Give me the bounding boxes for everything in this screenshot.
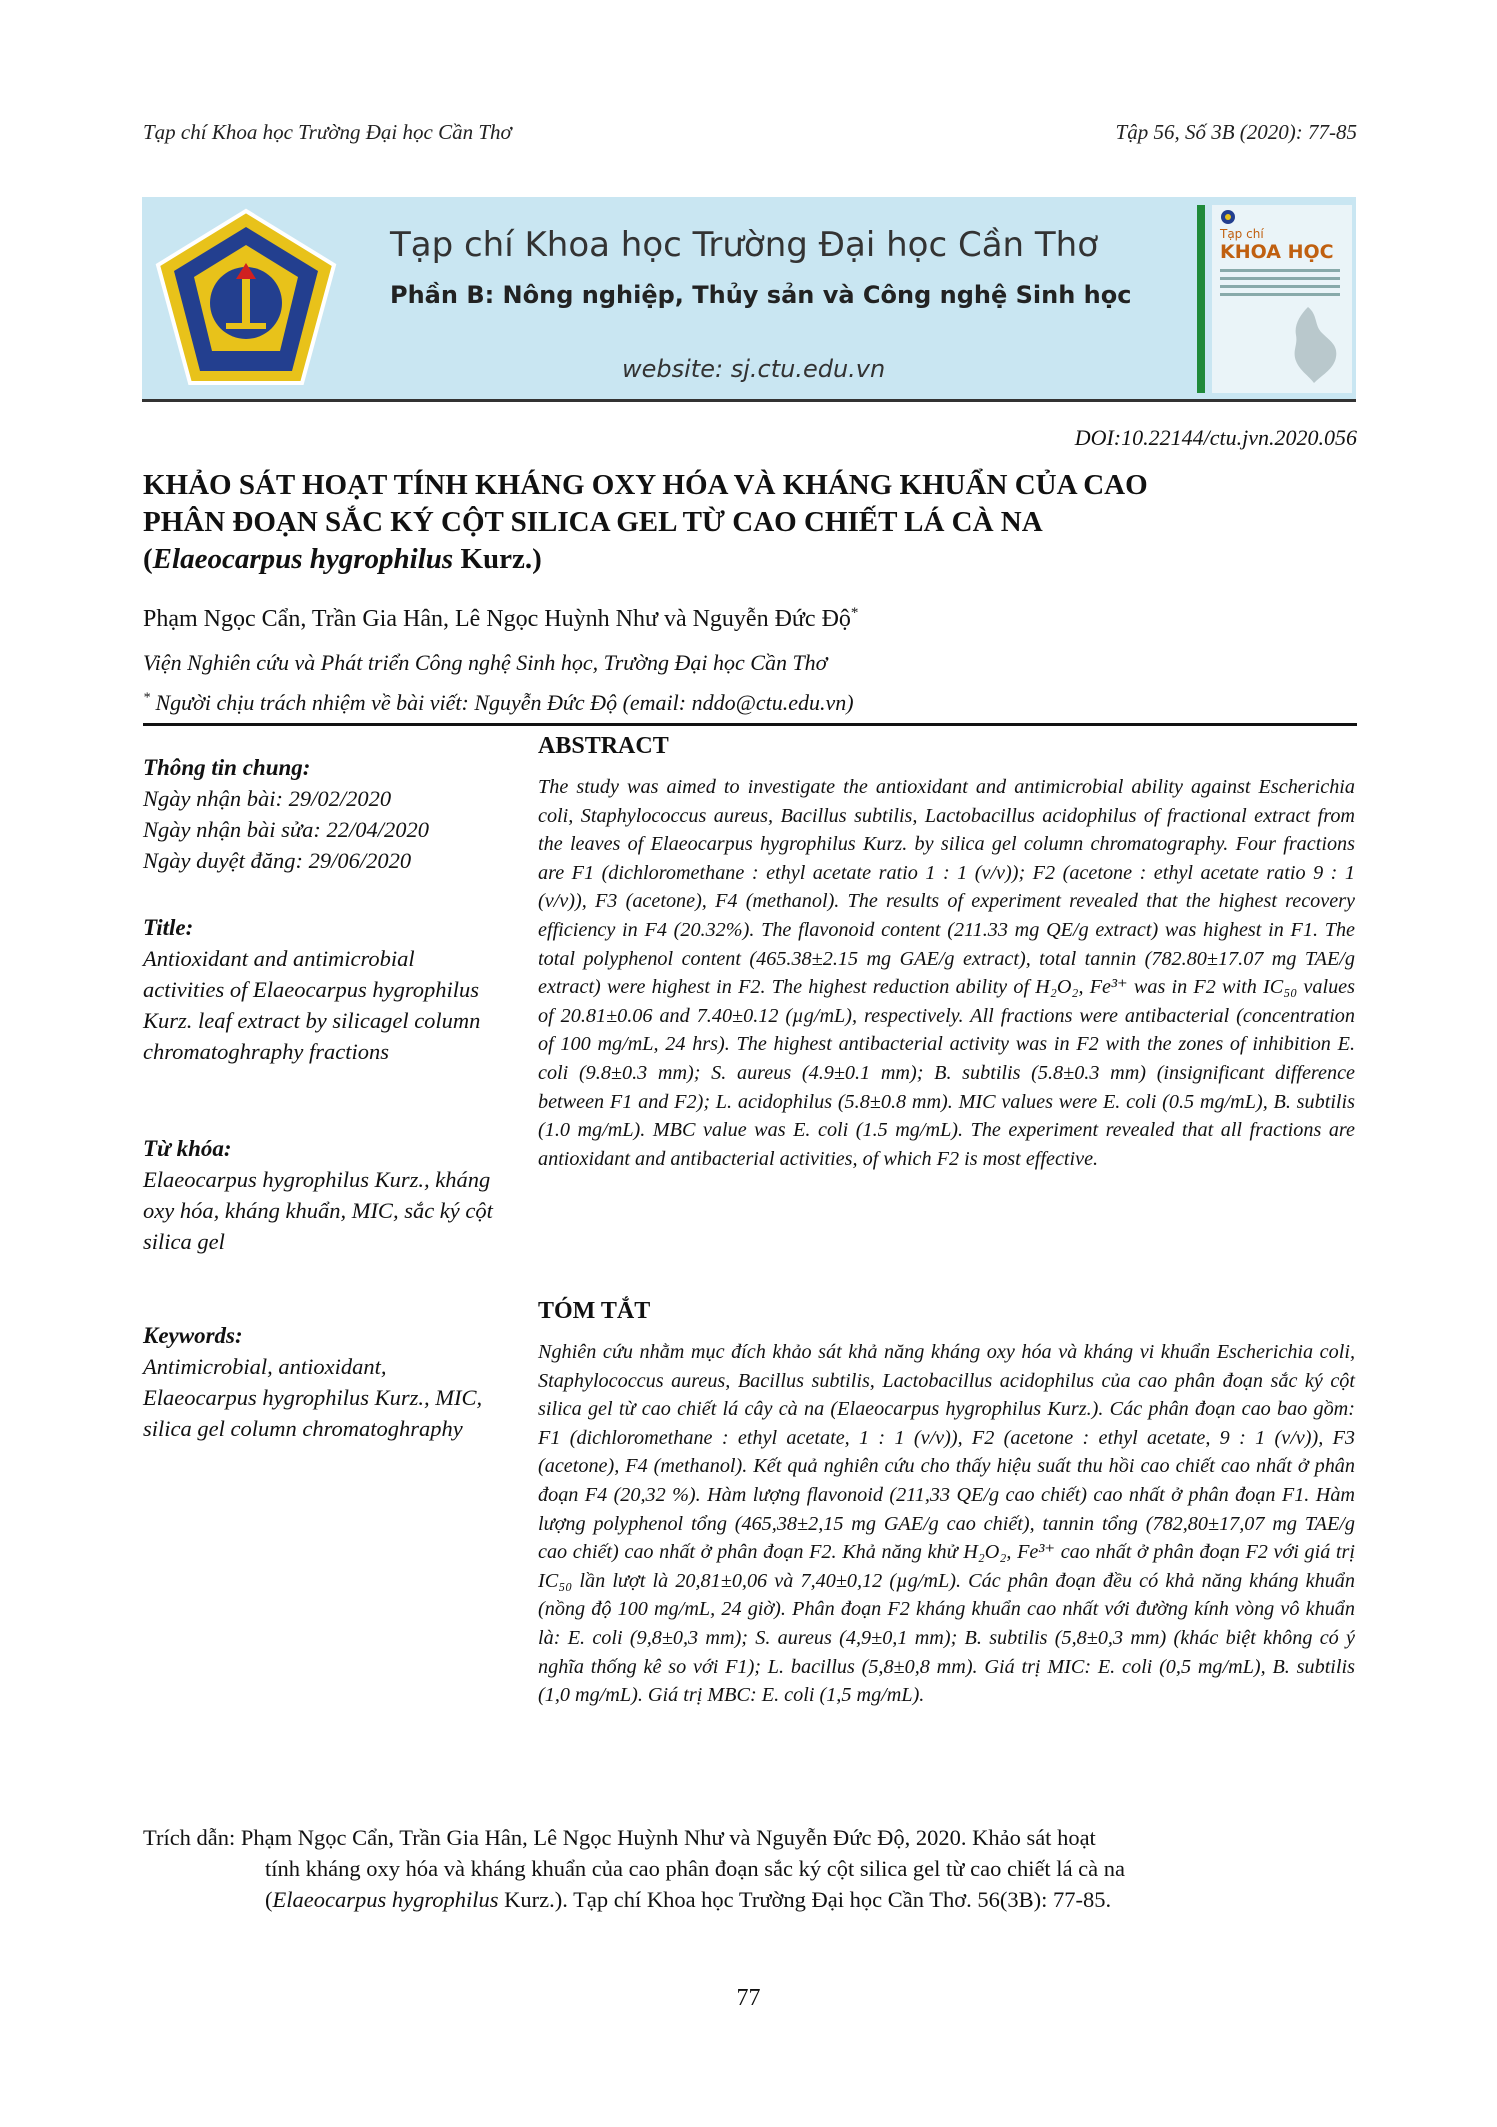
title-line-1: KHẢO SÁT HOẠT TÍNH KHÁNG OXY HÓA VÀ KHÁNG KHUẨN CỦA CAO — [143, 469, 1148, 501]
info-heading: Thông tin chung: — [143, 755, 311, 780]
page-number: 77 — [736, 1985, 761, 2011]
tomtat-heading: TÓM TẮT — [538, 1298, 651, 1324]
english-title: Antioxidant and antimicrobial activities of Elaeocarpus hygrophilus Kurz. leaf extract by silicagel column chromatoghraphy fractions — [143, 946, 481, 1064]
journal-banner — [142, 197, 1356, 402]
english-title-block — [143, 912, 498, 1067]
article-info — [143, 752, 498, 876]
map-outline-icon — [1278, 305, 1348, 385]
citation-species: Elaeocarpus hygrophilus — [272, 1887, 499, 1912]
citation-text-a: Phạm Ngọc Cẩn, Trần Gia Hân, Lê Ngọc Huỳnh Như và Nguyễn Đức Độ, 2020. Khảo sát hoạt — [240, 1825, 1096, 1850]
accepted-date: Ngày duyệt đăng: 29/06/2020 — [143, 848, 412, 873]
abstract-text: The study was aimed to investigate the antioxidant and antimicrobial ability against Escherichia coli, Staphylococcus aureus, Bacillus subtilis, Lactobacillus acidophilus of fractional extract from the leaves of Elaeocarpus hygrophilus Kurz. by silica gel column chromatography. Four fractions are F1 (dichloromethane : ethyl acetate ratio 1 : 1 (v/v)); F2 (acetone : ethyl acetate ratio 9 : 1 (v/v)), F3 (acetone), F4 (methanol). The results of experiment revealed that the highest recovery efficiency in F4 (20.32%). The flavonoid content (211.33 mg QE/g extract) was highest in F1. The total polyphenol content (465.38±2.15 mg GAE/g extract), total tannin (782.80±17.07 mg TAE/g extract) were highest in F2. The highest reduction ability of H₂O₂, Fe³⁺ was in F2 with IC₅₀ values of 20.81±0.06 and 7.40±0.12 (µg/mL), respectively. All fractions were antibacterial (concentration of 100 mg/mL, 24 hrs). The highest antibacterial activity was in F2 with the zones of inhibition E. coli (9.8±0.3 mm); S. aureus (4.9±0.1 mm); B. subtilis (5.8±0.3 mm) (insignificant difference between F1 and F2); L. acidophilus (5.8±0.8 mm). MIC values were E. coli (0.5 mg/mL), B. subtilis (1.0 mg/mL). MBC value was E. coli (1.5 mg/mL). The experiment revealed that all fractions are antioxidant and antibacterial activities, of which F2 is most effective. — [538, 776, 1355, 1170]
banner-website[interactable]: website: sj.ctu.edu.vn — [622, 355, 886, 383]
abstract-heading: ABSTRACT — [538, 733, 669, 759]
english-keywords-block — [143, 1320, 498, 1444]
banner-journal-title: Tạp chí Khoa học Trường Đại học Cần Thơ — [390, 225, 1099, 265]
received-date: Ngày nhận bài: 29/02/2020 — [143, 786, 392, 811]
title-heading: Title: — [143, 915, 194, 940]
vi-keywords-heading: Từ khóa: — [143, 1136, 232, 1161]
en-keywords: Antimicrobial, antioxidant, Elaeocarpus hygrophilus Kurz., MIC, silica gel column chromatoghraphy — [143, 1354, 483, 1441]
title-line-3-rest: Kurz.) — [453, 543, 542, 575]
running-header-volume: Tập 56, Số 3B (2020): 77-85 — [1115, 120, 1357, 144]
header-divider — [143, 723, 1357, 726]
cover-text-lines — [1220, 269, 1340, 301]
citation-text-c: Kurz.). Tạp chí Khoa học Trường Đại học Cần Thơ. 56(3B): 77-85. — [498, 1887, 1112, 1912]
citation-label: Trích dẫn: — [143, 1825, 236, 1850]
banner-section-subtitle: Phần B: Nông nghiệp, Thủy sản và Công nghệ Sinh học — [390, 281, 1132, 309]
university-logo-icon — [152, 205, 340, 393]
authors — [143, 605, 858, 633]
article-title — [143, 467, 1363, 578]
cover-stripe — [1197, 205, 1205, 393]
citation-line-3: (Elaeocarpus hygrophilus Kurz.). Tạp chí Khoa học Trường Đại học Cần Thơ. 56(3B): 77-85. — [265, 1887, 1112, 1912]
affiliation: Viện Nghiên cứu và Phát triển Công nghệ Sinh học, Trường Đại học Cần Thơ — [143, 650, 828, 675]
corresponding-text: Người chịu trách nhiệm về bài viết: Nguyễn Đức Độ (email: nddo@ctu.edu.vn) — [155, 690, 854, 715]
tomtat-text: Nghiên cứu nhằm mục đích khảo sát khả năng kháng oxy hóa và kháng vi khuẩn Escherichia coli, Staphylococcus aureus, Bacillus subtilis, Lactobacillus acidophilus của cao phân đoạn sắc ký cột silica gel từ cao chiết lá cây cà na (Elaeocarpus hygrophilus Kurz.). Các phân đoạn cao bao gồm: F1 (dichloromethane : ethyl acetate, 1 : 1 (v/v)), F2 (acetone : ethyl acetate, 9 : 1 (v/v)), F3 (acetone), F4 (methanol). Kết quả nghiên cứu cho thấy hiệu suất thu hồi cao chiết cao nhất ở phân đoạn F4 (20,32 %). Hàm lượng flavonoid (211,33 QE/g cao chiết) cao nhất ở phân đoạn F1. Hàm lượng polyphenol tổng (465,38±2,15 mg GAE/g cao chiết), tannin tổng (782,80±17,07 mg TAE/g cao chiết) cao nhất ở phân đoạn F2. Khả năng khử H₂O₂, Fe³⁺ cao nhất ở phân đoạn F2 với giá trị IC₅₀ lần lượt là 20,81±0,06 và 7,40±0,12 (µg/mL). Các phân đoạn đều có khả năng kháng khuẩn (nồng độ 100 mg/mL, 24 giờ). Phân đoạn F2 kháng khuẩn cao nhất với đường kính vòng vô khuẩn là: E. coli (9,8±0,3 mm); S. aureus (4,9±0,1 mm); B. subtilis (5,8±0,3 mm) (khác biệt không có ý nghĩa thống kê so với F1); L. bacillus (5,8±0,8 mm). Giá trị MIC: E. coli (0,5 mg/mL), B. subtilis (1,0 mg/mL). Giá trị MBC: E. coli (1,5 mg/mL). — [538, 1341, 1355, 1707]
doi: DOI:10.22144/ctu.jvn.2020.056 — [1074, 425, 1357, 450]
citation-text-b: tính kháng oxy hóa và kháng khuẩn của cao phân đoạn sắc ký cột silica gel từ cao chiết lá cà na — [265, 1856, 1126, 1881]
journal-cover-thumbnail — [1212, 205, 1352, 393]
title-line-3: (Elaeocarpus hygrophilus Kurz.) — [143, 543, 542, 575]
en-keywords-heading: Keywords: — [143, 1323, 243, 1348]
vietnamese-keywords-block — [143, 1133, 498, 1257]
author-list: Phạm Ngọc Cẩn, Trần Gia Hân, Lê Ngọc Huỳnh Như và Nguyễn Đức Độ — [143, 606, 851, 632]
corresponding-author: * Người chịu trách nhiệm về bài viết: Nguyễn Đức Độ (email: nddo@ctu.edu.vn) — [143, 690, 854, 715]
citation-line-1 — [143, 1822, 1096, 1853]
corresponding-mark: * — [850, 605, 859, 621]
revised-date: Ngày nhận bài sửa: 22/04/2020 — [143, 817, 430, 842]
running-header-journal: Tạp chí Khoa học Trường Đại học Cần Thơ — [143, 120, 512, 144]
title-line-2: PHÂN ĐOẠN SẮC KÝ CỘT SILICA GEL TỪ CAO CHIẾT LÁ CÀ NA — [143, 506, 1043, 538]
cover-logo-icon — [1220, 209, 1236, 225]
title-species: Elaeocarpus hygrophilus — [152, 543, 454, 575]
cover-label-small: Tạp chí — [1220, 227, 1264, 241]
cover-label-big: KHOA HỌC — [1220, 241, 1334, 263]
vi-keywords: Elaeocarpus hygrophilus Kurz., kháng oxy hóa, kháng khuẩn, MIC, sắc ký cột silica gel — [143, 1167, 493, 1254]
